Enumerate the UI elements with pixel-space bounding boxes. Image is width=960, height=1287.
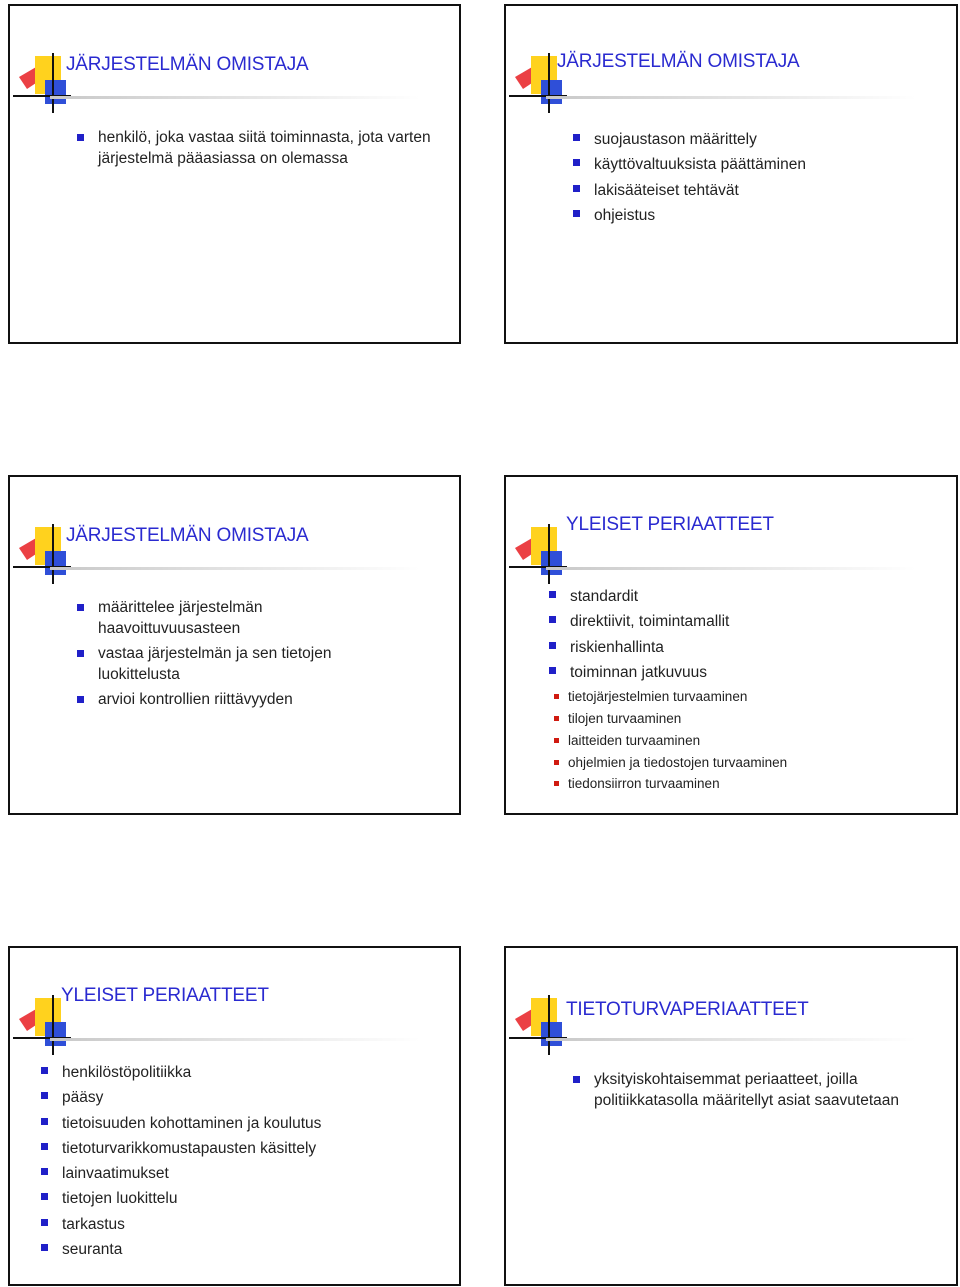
slide-title: YLEISET PERIAATTEET (566, 514, 774, 535)
list-item: arvioi kontrollien riittävyyden (76, 689, 376, 710)
list-item (548, 660, 948, 795)
list-item: direktiivit, toimintamallit (548, 609, 948, 634)
slide-title: JÄRJESTELMÄN OMISTAJA (66, 54, 309, 75)
list-item: suojaustason määrittely (572, 127, 942, 152)
slide-3 (8, 475, 461, 815)
slide-decoration-logo-icon (13, 524, 71, 584)
bullet-list (40, 1060, 440, 1262)
list-item: ohjeistus (572, 203, 942, 228)
bullet-list (572, 1069, 902, 1111)
list-item: standardit (548, 584, 948, 609)
list-item: määrittelee järjestelmän haavoittuvuusasteen (76, 597, 376, 639)
bullet-list (548, 584, 948, 795)
list-item: tietoisuuden kohottaminen ja koulutus (40, 1111, 440, 1136)
slide-2 (504, 4, 958, 344)
slide-title: YLEISET PERIAATTEET (61, 985, 269, 1006)
sub-list-item: tietojärjestelmien turvaaminen (548, 686, 948, 708)
title-underline (546, 1038, 916, 1041)
title-underline (546, 567, 916, 570)
list-item: henkilöstöpolitiikka (40, 1060, 440, 1085)
slide-4 (504, 475, 958, 815)
slide-decoration-logo-icon (509, 524, 567, 584)
title-underline (50, 567, 420, 570)
list-item: lainvaatimukset (40, 1161, 440, 1186)
bullet-list (76, 127, 436, 169)
list-item: tietojen luokittelu (40, 1186, 440, 1211)
list-item: vastaa järjestelmän ja sen tietojen luokittelusta (76, 643, 376, 685)
list-item-label: toiminnan jatkuvuus (570, 663, 707, 681)
slide-5 (8, 946, 461, 1286)
slide-title: TIETOTURVAPERIAATTEET (566, 999, 809, 1020)
bullet-list (572, 127, 942, 228)
list-item: pääsy (40, 1085, 440, 1110)
slide-6 (504, 946, 958, 1286)
list-item: tarkastus (40, 1212, 440, 1237)
title-underline (50, 1038, 420, 1041)
slide-title: JÄRJESTELMÄN OMISTAJA (66, 525, 309, 546)
slide-title: JÄRJESTELMÄN OMISTAJA (557, 51, 800, 72)
list-item: henkilö, joka vastaa siitä toiminnasta, jota varten järjestelmä pääasiassa on olemassa (76, 127, 436, 169)
list-item: käyttövaltuuksista päättäminen (572, 152, 942, 177)
sub-list-item: tilojen turvaaminen (548, 708, 948, 730)
sub-bullet-list (548, 686, 948, 795)
title-underline (546, 96, 916, 99)
list-item: lakisääteiset tehtävät (572, 178, 942, 203)
list-item: seuranta (40, 1237, 440, 1262)
sub-list-item: laitteiden turvaaminen (548, 730, 948, 752)
sub-list-item: ohjelmien ja tiedostojen turvaaminen (548, 752, 948, 774)
slide-decoration-logo-icon (13, 53, 71, 113)
list-item: tietoturvarikkomustapausten käsittely (40, 1136, 440, 1161)
list-item: yksityiskohtaisemmat periaatteet, joilla politiikkatasolla määritellyt asiat saavutetaan (572, 1069, 902, 1111)
bullet-list (76, 597, 376, 710)
slide-decoration-logo-icon (509, 995, 567, 1055)
list-item: riskienhallinta (548, 635, 948, 660)
slide-1 (8, 4, 461, 344)
sub-list-item: tiedonsiirron turvaaminen (548, 773, 948, 795)
title-underline (50, 96, 420, 99)
